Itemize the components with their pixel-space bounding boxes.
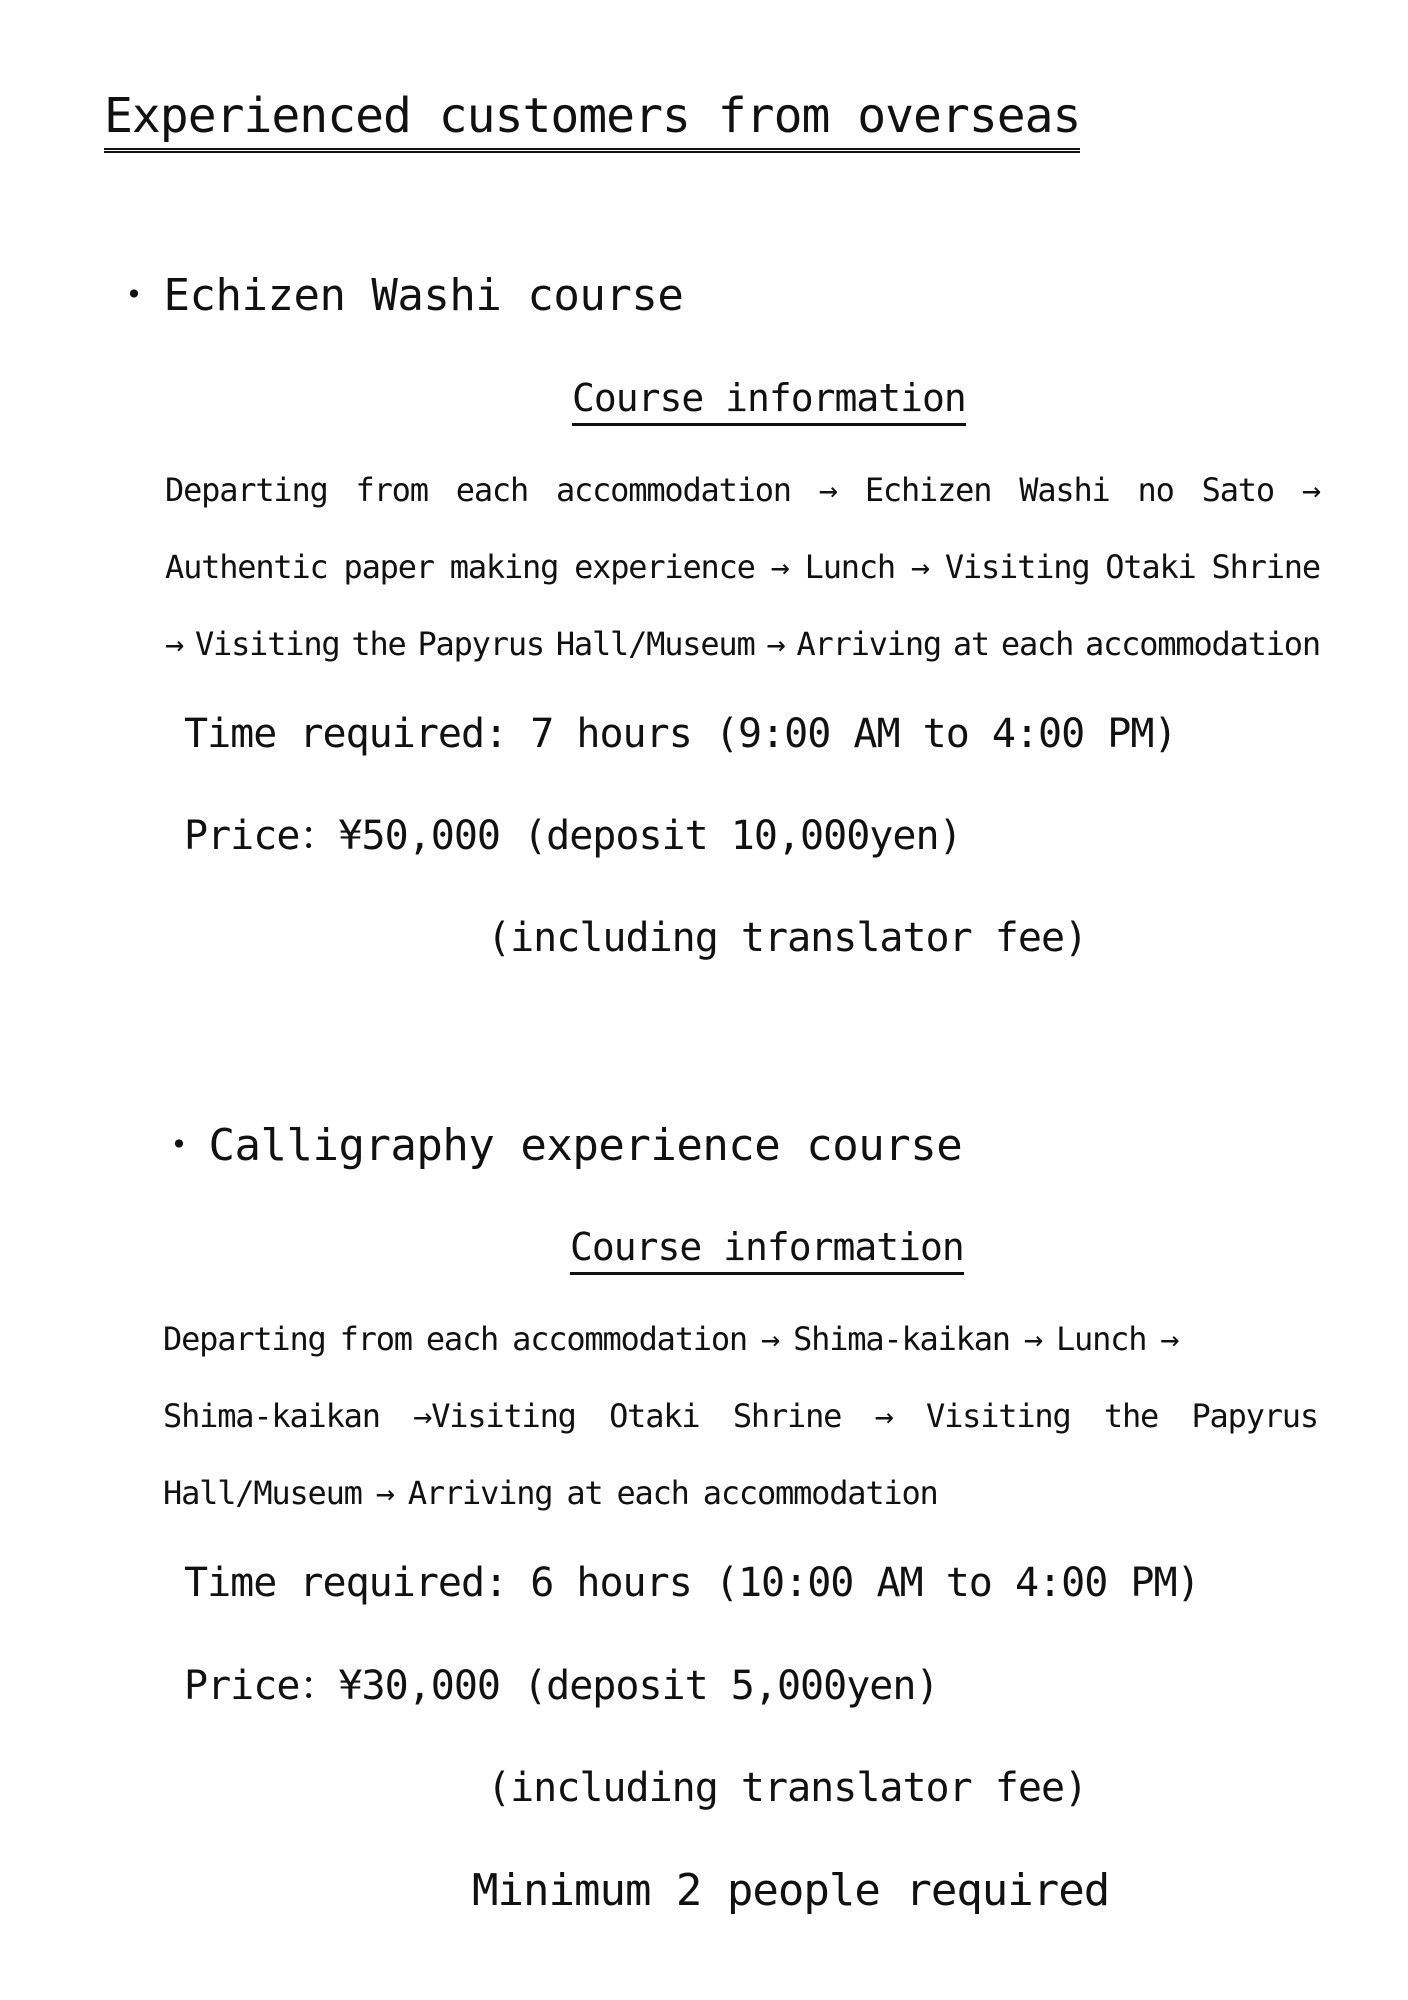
route-line-3 bbox=[165, 622, 1320, 666]
arrow-icon: → bbox=[760, 1320, 780, 1358]
page-title: Experienced customers from overseas bbox=[104, 86, 1080, 153]
route-word: from bbox=[355, 471, 428, 509]
arrow-icon: → bbox=[1023, 1320, 1042, 1358]
route-word: Arriving bbox=[407, 1474, 553, 1512]
route-word: Departing bbox=[163, 1320, 326, 1358]
route-word: Shima-kaikan bbox=[793, 1320, 1010, 1358]
route-word: Authentic bbox=[165, 548, 328, 586]
route-word: at bbox=[566, 1474, 603, 1512]
price-note: (including translator fee) bbox=[487, 915, 1088, 961]
route-word: no bbox=[1137, 471, 1174, 509]
route-word: Visiting bbox=[194, 625, 340, 663]
route-word: accommodation bbox=[1085, 625, 1320, 663]
course-heading-text: Echizen Washi course bbox=[163, 270, 684, 321]
minimum-people-note: Minimum 2 people required bbox=[472, 1865, 1110, 1916]
arrow-icon: → bbox=[165, 625, 184, 663]
route-word: Otaki bbox=[609, 1397, 700, 1435]
route-word: Lunch bbox=[804, 548, 895, 586]
route-word: Hall/Museum bbox=[163, 1474, 362, 1512]
route-word: each bbox=[616, 1474, 689, 1512]
route-word: the bbox=[1103, 1397, 1159, 1435]
route-word: Echizen bbox=[864, 471, 992, 509]
route-word: accommodation bbox=[512, 1320, 747, 1358]
route-word: making bbox=[449, 548, 559, 586]
route-word: each bbox=[1000, 625, 1074, 663]
route-line-3 bbox=[163, 1471, 1318, 1515]
price-note: (including translator fee) bbox=[487, 1765, 1088, 1811]
arrow-icon: → bbox=[375, 1474, 394, 1512]
route-word: Lunch bbox=[1055, 1320, 1147, 1358]
route-word: each bbox=[455, 471, 529, 509]
route-word: Visiting bbox=[926, 1397, 1071, 1435]
route-word: the bbox=[351, 625, 406, 663]
route-word: accommodation bbox=[702, 1474, 938, 1512]
route-word: experience bbox=[574, 548, 755, 586]
arrow-icon: → bbox=[1301, 471, 1320, 509]
route-word: Papyrus bbox=[417, 625, 544, 663]
bullet-icon: ・ bbox=[112, 270, 156, 321]
route-word: Shrine bbox=[1211, 548, 1320, 586]
route-word: Shrine bbox=[732, 1397, 842, 1435]
route-word: each bbox=[425, 1320, 499, 1358]
route-word: Hall/Museum bbox=[555, 625, 755, 663]
route-word: Papyrus bbox=[1191, 1397, 1318, 1435]
arrow-icon: → bbox=[766, 625, 785, 663]
arrow-icon: → bbox=[910, 548, 929, 586]
time-required: Time required: 6 hours (10:00 AM to 4:00 PM) bbox=[184, 1560, 1200, 1606]
route-line-1 bbox=[165, 468, 1320, 512]
route-word: Sato bbox=[1201, 471, 1274, 509]
echizen-washi-course-heading bbox=[112, 268, 683, 324]
route-word: Shima-kaikan bbox=[163, 1397, 380, 1435]
route-line-2 bbox=[165, 545, 1320, 589]
route-word: Otaki bbox=[1105, 548, 1196, 586]
arrow-icon: → bbox=[874, 1397, 893, 1435]
route-word: at bbox=[952, 625, 989, 663]
route-line-2 bbox=[163, 1394, 1318, 1438]
route-word: Departing bbox=[165, 471, 328, 509]
course-information-heading: Course information bbox=[570, 1223, 964, 1275]
price: Price：¥30,000 (deposit 5,000yen) bbox=[184, 1663, 939, 1709]
route-word: paper bbox=[343, 548, 434, 586]
bullet-icon: ・ bbox=[157, 1120, 201, 1171]
course-information-heading: Course information bbox=[572, 374, 966, 426]
arrow-icon: → bbox=[1160, 1320, 1179, 1358]
route-word: Washi bbox=[1019, 471, 1110, 509]
route-word: Visiting bbox=[944, 548, 1090, 586]
arrow-icon: → bbox=[770, 548, 789, 586]
calligraphy-course-heading bbox=[157, 1118, 962, 1174]
price: Price：¥50,000 (deposit 10,000yen) bbox=[184, 813, 962, 859]
route-word: from bbox=[339, 1320, 412, 1358]
route-word: accommodation bbox=[555, 471, 791, 509]
route-word: →Visiting bbox=[413, 1397, 576, 1435]
time-required: Time required: 7 hours (9:00 AM to 4:00 PM) bbox=[184, 711, 1177, 757]
route-word: Arriving bbox=[796, 625, 941, 663]
route-line-1 bbox=[163, 1317, 1318, 1361]
arrow-icon: → bbox=[818, 471, 837, 509]
course-heading-text: Calligraphy experience course bbox=[208, 1120, 963, 1171]
